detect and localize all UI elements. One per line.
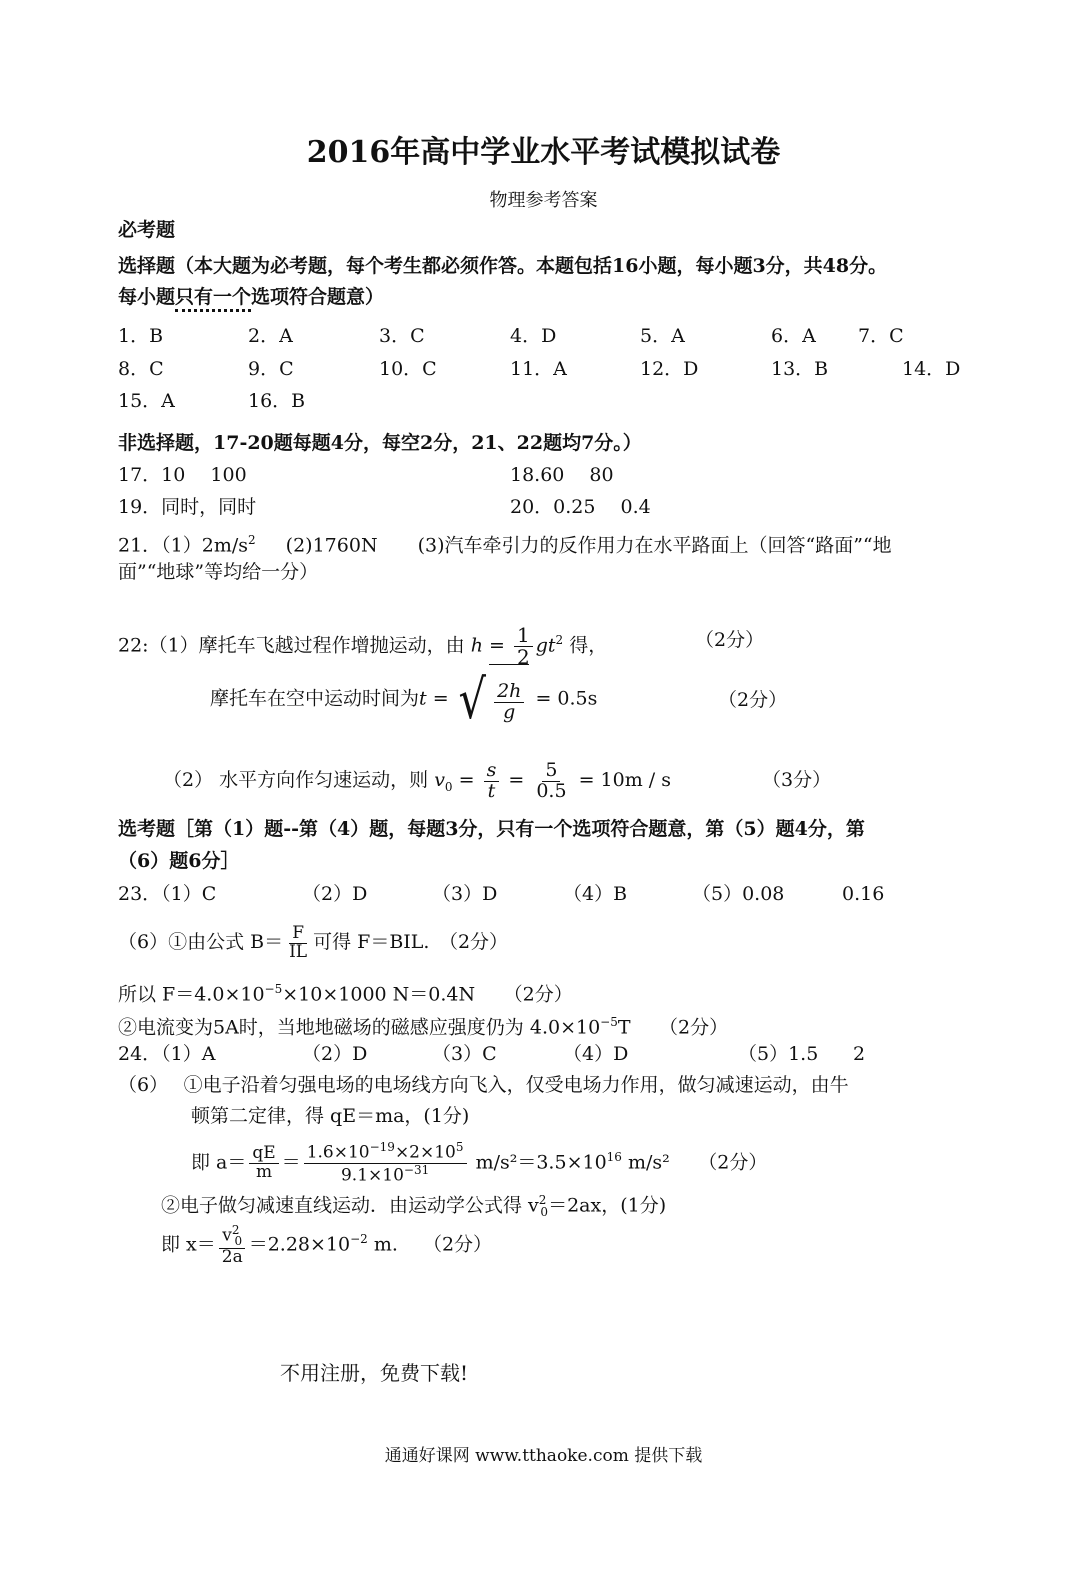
- answer-3: 3．C: [379, 325, 425, 347]
- page-subtitle: 物理参考答案: [489, 190, 598, 211]
- answer-23-1: 23．（1）C: [118, 883, 217, 905]
- answer-21-line2: 面”“地球”等均给一分）: [118, 561, 319, 583]
- section-required: 必考题: [118, 219, 176, 241]
- mc-header-line2: 每小题只有一个选项符合题意）: [118, 285, 384, 309]
- answer-23-5b: 0.16: [842, 883, 885, 905]
- answer-17: 17．10 100: [118, 464, 247, 486]
- answer-23-6a: （6）①由公式 B＝ $\frac{F}{IL}$ 可得 F＝BIL. （2分）: [118, 922, 509, 962]
- answer-21-line1: 21．$(1)2m/s^2$ (2)1760N (3)汽车牵引力的反作用力在水平路面上（回答“路面”“地: [118, 533, 892, 557]
- answer-24-1: 24．（1）A: [118, 1043, 216, 1065]
- mc-header-line1: 选择题（本大题为必考题，每个考生都必须作答。本题包括16小题，每小题3分，共48分。: [118, 255, 888, 277]
- answer-1: 1．B: [118, 325, 164, 347]
- answer-24-5: （5）1.5: [738, 1043, 819, 1065]
- answer-5: 5．A: [640, 325, 685, 347]
- answer-24-2: （2）D: [302, 1043, 368, 1065]
- emphasis-only-one: 只有一个: [175, 286, 251, 312]
- answer-9: 9．C: [248, 358, 294, 380]
- answer-24-6-line5: 即 x＝ $\frac{v^2_0}{2a}$ $=2.28\times 10^{-2}$ m. （2分）: [161, 1223, 493, 1267]
- nonmc-header: 非选择题，17-20题每题4分，每空2分，21、22题均7分。）: [118, 432, 642, 454]
- answer-20: 20．0.25 0.4: [510, 496, 651, 518]
- answer-19: 19．同时，同时: [118, 496, 257, 518]
- answer-22-score1: （2分）: [695, 629, 765, 651]
- answer-23-4: （4）B: [563, 883, 628, 905]
- answer-24-6-line1: （6） ①电子沿着匀强电场的电场线方向飞入，仅受电场力作用，做匀减速运动，由牛: [118, 1074, 849, 1096]
- answer-6: 6．A: [771, 325, 816, 347]
- answer-23-5: （5）0.08: [692, 883, 785, 905]
- optional-header-line2: （6）题6分］: [118, 850, 240, 872]
- answer-22-score3: （3分）: [762, 769, 832, 791]
- answer-23-3: （3）D: [432, 883, 498, 905]
- answer-13: 13．B: [771, 358, 829, 380]
- answer-23-6b: 所以 $F=4.0\times 10^{-5}\times 10\times 1000$ N＝0.4N （2分）: [118, 982, 573, 1006]
- answer-22-score2: （2分）: [718, 689, 788, 711]
- answer-24-6-line3: 即 a＝ $\frac{qE}{m}$ ＝ $\frac{1.6\times 10^{-19}\times 2\times 10^5}{9.1\times 10^{-31}}$ $m/s^2=3.5\times 10^{16}$ m/s² （2分）: [191, 1140, 768, 1186]
- answer-23-6c: ②电流变为5A时，当地地磁场的磁感应强度仍为 $4.0\times 10^{-5}T$ （2分）: [118, 1015, 729, 1039]
- answer-24-6-line4: ②电子做匀减速直线运动．由运动学公式得 $v^2_0=2ax$，(1分): [161, 1193, 667, 1220]
- answer-11: 11．A: [510, 358, 567, 380]
- answer-4: 4．D: [510, 325, 557, 347]
- answer-10: 10．C: [379, 358, 437, 380]
- answer-14: 14．D: [902, 358, 961, 380]
- answer-22-line3: （2） 水平方向作匀速运动，则 $v_0$ = $\frac{s}{t}$ = $\frac{5}{0.5}$ = 10m / s: [163, 758, 671, 802]
- answer-22-line2: 摩托车在空中运动时间为t = √ $\frac{2h}{g}$ = 0.5s: [210, 664, 597, 735]
- promo-text: 不用注册，免费下载!: [280, 1361, 469, 1385]
- answer-24-6-line2: 顿第二定律，得 qE＝ma，(1分): [191, 1105, 470, 1127]
- answer-22-line1: 22:（1）摩托车飞越过程作增抛运动，由 h = $\frac{1}{2}$ $gt^2$ 得，: [118, 622, 608, 669]
- answer-24-3: （3）C: [432, 1043, 497, 1065]
- answer-18: 18.60 80: [510, 464, 614, 486]
- page-footer: 通通好课网 www.tthaoke.com 提供下载: [384, 1446, 703, 1466]
- optional-header-line1: 选考题［第（1）题--第（4）题，每题3分，只有一个选项符合题意，第（5）题4分，第: [118, 818, 865, 840]
- answer-24-5b: 2: [853, 1043, 866, 1065]
- answer-16: 16．B: [248, 390, 306, 412]
- answer-23-2: （2）D: [302, 883, 368, 905]
- answer-24-4: （4）D: [563, 1043, 629, 1065]
- answer-7: 7．C: [858, 325, 904, 347]
- answer-2: 2．A: [248, 325, 293, 347]
- answer-15: 15．A: [118, 390, 175, 412]
- answer-12: 12．D: [640, 358, 699, 380]
- answer-8: 8．C: [118, 358, 164, 380]
- page-title: 2016年高中学业水平考试模拟试卷: [306, 135, 781, 170]
